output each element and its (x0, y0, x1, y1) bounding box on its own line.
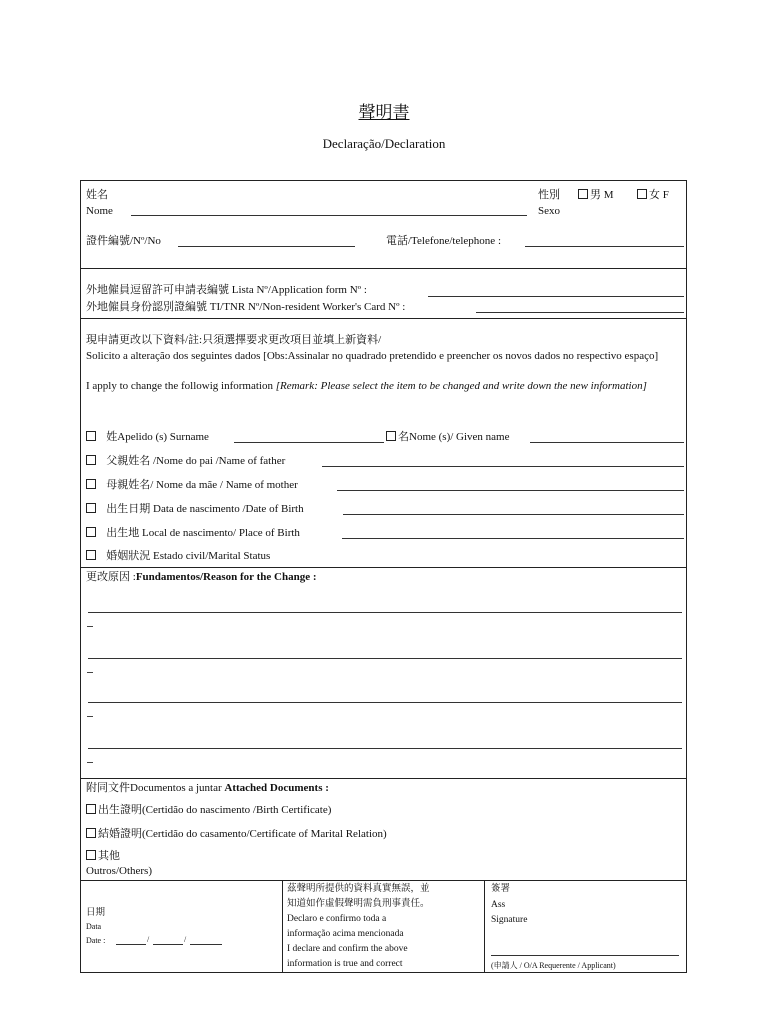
dob-label: 出生日期 Data de nascimento /Date of Birth (106, 503, 304, 515)
document-title: 聲明書 (358, 103, 410, 122)
declaration-en-2: information is true and correct (287, 959, 403, 969)
dob-field[interactable] (343, 514, 684, 515)
pob-field[interactable] (342, 538, 684, 539)
pob-label: 出生地 Local de nascimento/ Place of Birth (106, 527, 300, 539)
female-option[interactable] (637, 188, 669, 202)
female-label: 女 F (649, 189, 669, 201)
mother-field[interactable] (337, 490, 684, 491)
declaration-pt-2: informação acima mencionada (287, 929, 404, 939)
name-field[interactable] (131, 215, 527, 216)
sex-label-zh: 性別 (538, 189, 560, 201)
divider (80, 880, 687, 881)
divider (80, 778, 687, 779)
reason-label-en: Fundamentos/Reason for the Change : (135, 571, 317, 583)
mother-checkbox[interactable] (86, 479, 96, 489)
sex-label: Sexo (538, 205, 560, 217)
request-en (86, 379, 678, 393)
mother-label: 母親姓名/ Nome da mãe / Name of mother (106, 479, 298, 491)
name-label-zh: 姓名 (86, 189, 108, 201)
pob-option[interactable] (86, 526, 300, 540)
dob-checkbox[interactable] (86, 503, 96, 513)
application-form-field[interactable] (428, 296, 684, 297)
marital-option[interactable] (86, 549, 270, 563)
given-name-option[interactable] (386, 430, 510, 444)
line-marker (87, 672, 93, 673)
male-checkbox[interactable] (578, 189, 588, 199)
given-name-label: 名Nome (s)/ Given name (398, 431, 510, 443)
others-label: Outros/Others) (86, 865, 152, 877)
father-field[interactable] (322, 466, 684, 467)
line-marker (87, 626, 93, 627)
reason-line-4[interactable] (88, 748, 682, 749)
divider (80, 268, 687, 269)
father-option[interactable] (86, 454, 285, 468)
surname-label: 姓Apelido (s) Surname (106, 431, 209, 443)
female-checkbox[interactable] (637, 189, 647, 199)
date-separator: / (184, 935, 187, 944)
marriage-cert-label: 結婚證明(Certidão do casamento/Certificate of Marital Relation) (98, 828, 387, 840)
signature-label-zh: 簽署 (491, 884, 511, 894)
pob-checkbox[interactable] (86, 527, 96, 537)
date-label-pt: Data (86, 922, 102, 931)
doc-number-field[interactable] (178, 246, 355, 247)
divider (80, 567, 687, 568)
divider (80, 318, 687, 319)
declaration-zh-1: 茲聲明所提供的資料真實無誤，並 (287, 884, 430, 894)
male-label: 男 M (590, 189, 614, 201)
date-day-field[interactable] (116, 944, 146, 945)
applicant-label: (申請人 / O/A Requerente / Applicant) (491, 961, 616, 970)
phone-label: 電話/Telefone/telephone : (386, 235, 501, 247)
signature-label-pt: Ass (491, 900, 506, 910)
others-option[interactable] (86, 849, 120, 863)
dob-option[interactable] (86, 502, 304, 516)
name-label: Nome (86, 205, 113, 217)
others-label-zh: 其他 (98, 850, 120, 862)
request-pt: Solicito a alteração dos seguintes dados [Obs:Assinalar no quadrado pretendido e preencher os novos dados no respectivo espaço] (86, 350, 659, 362)
declaration-zh-2: 知道如作虛假聲明需負刑事責任。 (287, 899, 430, 909)
date-month-field[interactable] (153, 944, 183, 945)
given-name-checkbox[interactable] (386, 431, 396, 441)
line-marker (87, 716, 93, 717)
worker-card-label: 外地僱員身份認別證編號 TI/TNR Nº/Non-resident Worker's Card Nº : (86, 301, 406, 313)
reason-line-3[interactable] (88, 702, 682, 703)
worker-card-field[interactable] (476, 312, 684, 313)
marriage-cert-option[interactable] (86, 827, 387, 841)
date-year-field[interactable] (190, 944, 222, 945)
divider (484, 880, 485, 973)
reason-line-2[interactable] (88, 658, 682, 659)
others-checkbox[interactable] (86, 850, 96, 860)
mother-option[interactable] (86, 478, 298, 492)
reason-line-1[interactable] (88, 612, 682, 613)
date-label-en: Date : (86, 936, 106, 945)
request-remark: [Remark: Please select the item to be changed and write down the new information] (275, 380, 647, 392)
surname-option[interactable] (86, 430, 209, 444)
date-separator: / (147, 935, 150, 944)
marital-label: 婚姻狀況 Estado civil/Marital Status (106, 550, 271, 562)
attachments-label (86, 781, 329, 795)
reason-label (86, 570, 317, 584)
doc-number-label: 證件編號/Nº/No (86, 235, 161, 247)
signature-field[interactable] (491, 955, 679, 956)
phone-field[interactable] (525, 246, 684, 247)
application-form-label: 外地僱員逗留許可申請表編號 Lista Nº/Application form Nº : (86, 284, 367, 296)
birth-cert-option[interactable] (86, 803, 331, 817)
male-option[interactable] (578, 188, 614, 202)
request-zh: 現申請更改以下資料/註:只須選擇要求更改項目並填上新資料/ (86, 334, 382, 346)
surname-checkbox[interactable] (86, 431, 96, 441)
father-checkbox[interactable] (86, 455, 96, 465)
father-label: 父親姓名 /Nome do pai /Name of father (106, 455, 286, 467)
given-name-field[interactable] (530, 442, 684, 443)
signature-label-en: Signature (491, 915, 528, 925)
request-en-text: I apply to change the followig information (86, 380, 273, 392)
reason-label-zh: 更改原因 : (86, 571, 136, 583)
declaration-pt-1: Declaro e confirmo toda a (287, 914, 387, 924)
declaration-en-1: I declare and confirm the above (287, 944, 408, 954)
marital-checkbox[interactable] (86, 550, 96, 560)
date-label-zh: 日期 (86, 908, 106, 918)
birth-cert-label: 出生證明(Certidão do nascimento /Birth Certificate) (98, 804, 332, 816)
attachments-label-zh: 附同文件Documentos a juntar (86, 782, 222, 794)
marriage-cert-checkbox[interactable] (86, 828, 96, 838)
document-subtitle: Declaração/Declaration (322, 136, 446, 151)
birth-cert-checkbox[interactable] (86, 804, 96, 814)
line-marker (87, 762, 93, 763)
surname-field[interactable] (234, 442, 384, 443)
attachments-label-en: Attached Documents : (224, 782, 329, 794)
divider (282, 880, 283, 973)
